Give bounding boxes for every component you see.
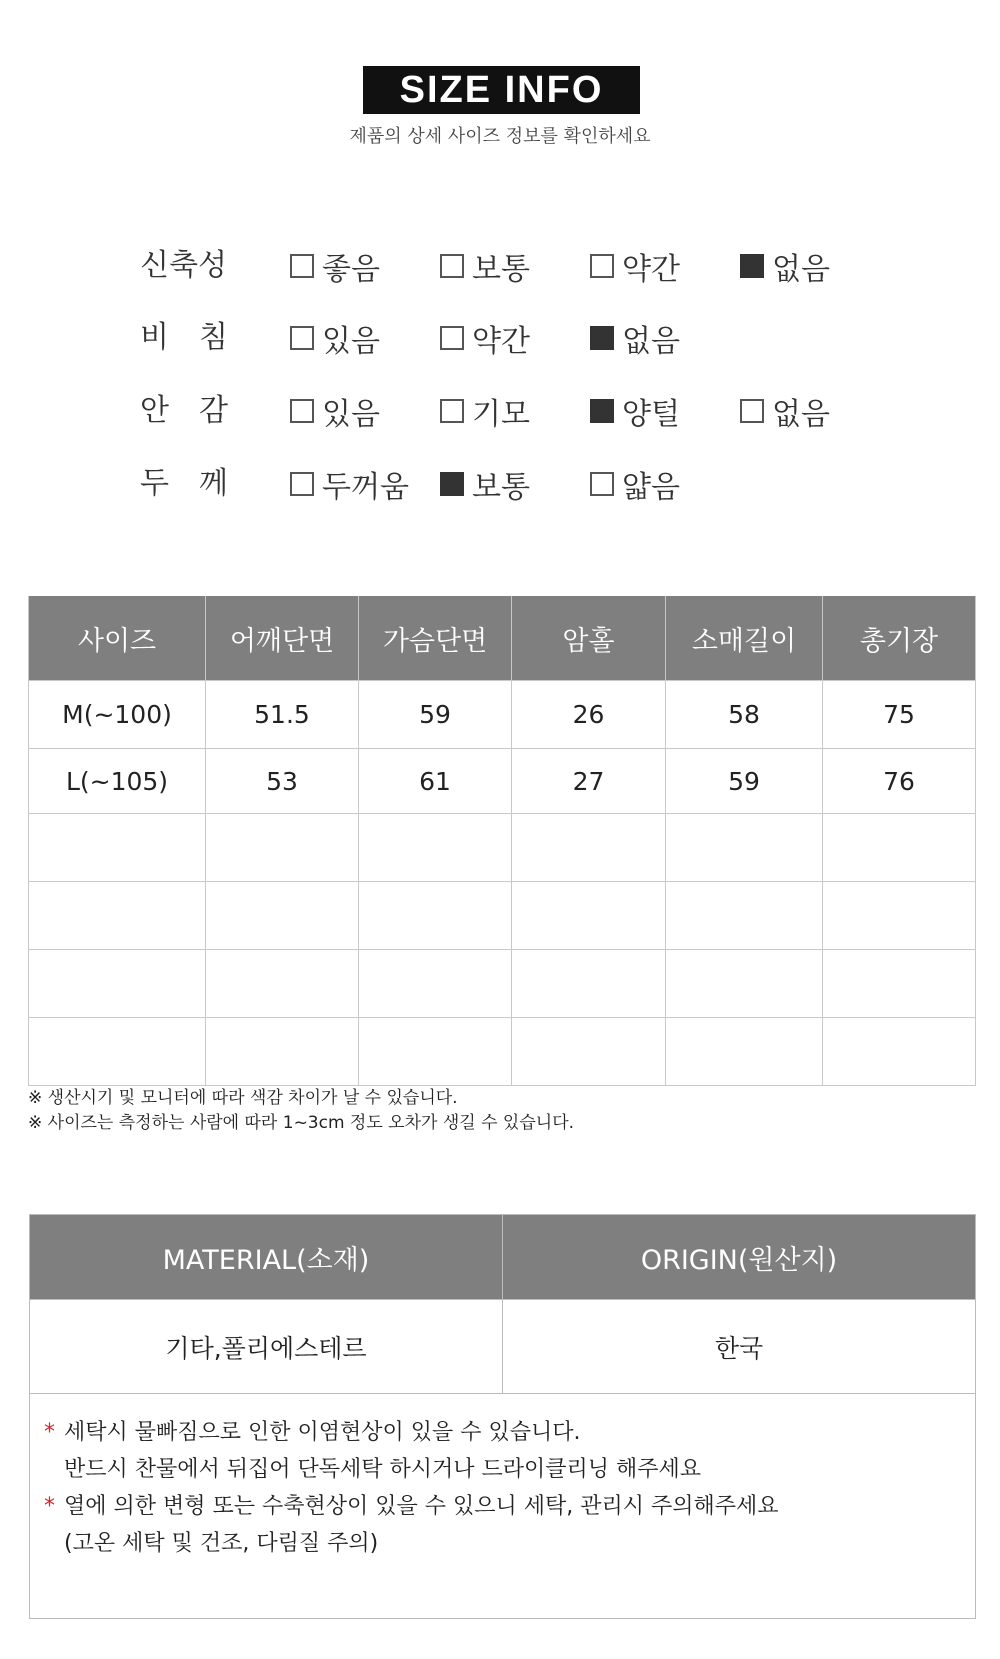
table-cell [206, 950, 359, 1018]
table-cell: 58 [666, 681, 823, 749]
option-checkbox[interactable] [440, 391, 530, 431]
option-checkbox[interactable] [440, 464, 530, 504]
option-label: 약간 [472, 324, 530, 359]
option-label: 두꺼움 [322, 470, 409, 505]
table-cell: 26 [512, 681, 666, 749]
attr-row-sheerness [140, 318, 900, 358]
table-cell: 27 [512, 749, 666, 814]
option-checkbox[interactable] [290, 464, 409, 504]
table-cell [29, 882, 206, 950]
table-row [29, 1018, 976, 1086]
table-row [29, 681, 976, 749]
table-cell [512, 1018, 666, 1086]
option-checkbox[interactable] [290, 318, 380, 358]
checkbox-icon[interactable] [740, 399, 764, 423]
size-info-title: SIZE INFO [363, 66, 640, 114]
checkbox-icon[interactable] [290, 399, 314, 423]
checkbox-icon[interactable] [440, 399, 464, 423]
checkbox-icon[interactable] [290, 472, 314, 496]
table-cell [666, 1018, 823, 1086]
size-notes [28, 1086, 574, 1136]
option-label: 좋음 [322, 252, 380, 287]
size-table [28, 596, 976, 1086]
option-checkbox[interactable] [740, 391, 830, 431]
table-cell: 59 [359, 681, 512, 749]
table-row [29, 749, 976, 814]
attr-label: 신축성 [140, 248, 227, 283]
attr-row-lining [140, 391, 900, 431]
checkbox-icon[interactable] [290, 326, 314, 350]
option-label: 보통 [472, 470, 530, 505]
attr-label: 비 침 [140, 320, 228, 355]
table-cell: 76 [823, 749, 976, 814]
option-checkbox[interactable] [290, 246, 380, 286]
table-cell [823, 1018, 976, 1086]
option-checkbox[interactable] [290, 391, 380, 431]
material-table [29, 1214, 976, 1619]
care-instructions [30, 1394, 976, 1619]
asterisk-icon: * [44, 1494, 55, 1519]
asterisk-icon: * [44, 1420, 55, 1445]
column-header: 사이즈 [29, 596, 206, 681]
table-cell [823, 882, 976, 950]
care-line: 세탁시 물빠짐으로 인한 이염현상이 있을 수 있습니다. [64, 1420, 581, 1445]
option-label: 없음 [622, 324, 680, 359]
table-cell: L(~105) [29, 749, 206, 814]
table-cell: 53 [206, 749, 359, 814]
table-row [29, 814, 976, 882]
table-cell [206, 814, 359, 882]
table-cell [666, 950, 823, 1018]
origin-header: ORIGIN(원산지) [503, 1215, 976, 1300]
option-label: 없음 [772, 397, 830, 432]
attr-row-thickness [140, 464, 900, 504]
attr-row-stretch [140, 246, 900, 286]
option-checkbox[interactable] [590, 391, 680, 431]
option-label: 약간 [622, 252, 680, 287]
option-checkbox[interactable] [740, 246, 830, 286]
table-cell [823, 950, 976, 1018]
care-line: 열에 의한 변형 또는 수축현상이 있을 수 있으니 세탁, 관리시 주의해주세요 [64, 1494, 779, 1519]
table-cell [512, 814, 666, 882]
table-row [29, 882, 976, 950]
column-header: 어깨단면 [206, 596, 359, 681]
checked-checkbox-icon[interactable] [590, 399, 614, 423]
table-cell [359, 882, 512, 950]
column-header: 암홀 [512, 596, 666, 681]
checked-checkbox-icon[interactable] [440, 472, 464, 496]
attr-label: 두 께 [140, 466, 228, 501]
option-label: 양털 [622, 397, 680, 432]
checkbox-icon[interactable] [290, 254, 314, 278]
checkbox-icon[interactable] [440, 326, 464, 350]
care-line: (고온 세탁 및 건조, 다림질 주의) [64, 1531, 379, 1556]
checked-checkbox-icon[interactable] [740, 254, 764, 278]
column-header: 소매길이 [666, 596, 823, 681]
checkbox-icon[interactable] [590, 472, 614, 496]
table-cell [512, 882, 666, 950]
table-cell: M(~100) [29, 681, 206, 749]
table-cell: 51.5 [206, 681, 359, 749]
material-value: 기타,폴리에스테르 [30, 1300, 503, 1394]
table-cell [206, 1018, 359, 1086]
option-label: 보통 [472, 252, 530, 287]
column-header: 총기장 [823, 596, 976, 681]
material-header-row [30, 1215, 976, 1300]
table-cell [359, 814, 512, 882]
material-value-row [30, 1300, 976, 1394]
table-cell [359, 950, 512, 1018]
size-info-subtitle: 제품의 상세 사이즈 정보를 확인하세요 [349, 126, 651, 147]
checkbox-icon[interactable] [440, 254, 464, 278]
option-checkbox[interactable] [590, 246, 680, 286]
option-label: 있음 [322, 324, 380, 359]
table-cell [666, 882, 823, 950]
table-cell [823, 814, 976, 882]
attr-label: 안 감 [140, 393, 228, 428]
table-cell [359, 1018, 512, 1086]
option-checkbox[interactable] [440, 318, 530, 358]
table-cell: 59 [666, 749, 823, 814]
option-label: 기모 [472, 397, 530, 432]
table-cell: 61 [359, 749, 512, 814]
table-cell [512, 950, 666, 1018]
note-line: ※ 사이즈는 측정하는 사람에 따라 1~3cm 정도 오차가 생길 수 있습니다. [28, 1113, 575, 1133]
table-cell [206, 882, 359, 950]
origin-value: 한국 [503, 1300, 976, 1394]
table-cell: 75 [823, 681, 976, 749]
note-line: ※ 생산시기 및 모니터에 따라 색감 차이가 날 수 있습니다. [28, 1088, 458, 1108]
column-header: 가슴단면 [359, 596, 512, 681]
material-header: MATERIAL(소재) [30, 1215, 503, 1300]
option-label: 없음 [772, 252, 830, 287]
care-row [30, 1394, 976, 1619]
table-cell [29, 1018, 206, 1086]
checkbox-icon[interactable] [590, 254, 614, 278]
table-cell [29, 950, 206, 1018]
table-row [29, 950, 976, 1018]
table-cell [29, 814, 206, 882]
option-checkbox[interactable] [590, 464, 680, 504]
option-label: 얇음 [622, 470, 680, 505]
option-checkbox[interactable] [590, 318, 680, 358]
size-table-header-row [29, 596, 976, 681]
option-label: 있음 [322, 397, 380, 432]
checked-checkbox-icon[interactable] [590, 326, 614, 350]
option-checkbox[interactable] [440, 246, 530, 286]
care-line: 반드시 찬물에서 뒤집어 단독세탁 하시거나 드라이클리닝 해주세요 [64, 1457, 702, 1482]
table-cell [666, 814, 823, 882]
